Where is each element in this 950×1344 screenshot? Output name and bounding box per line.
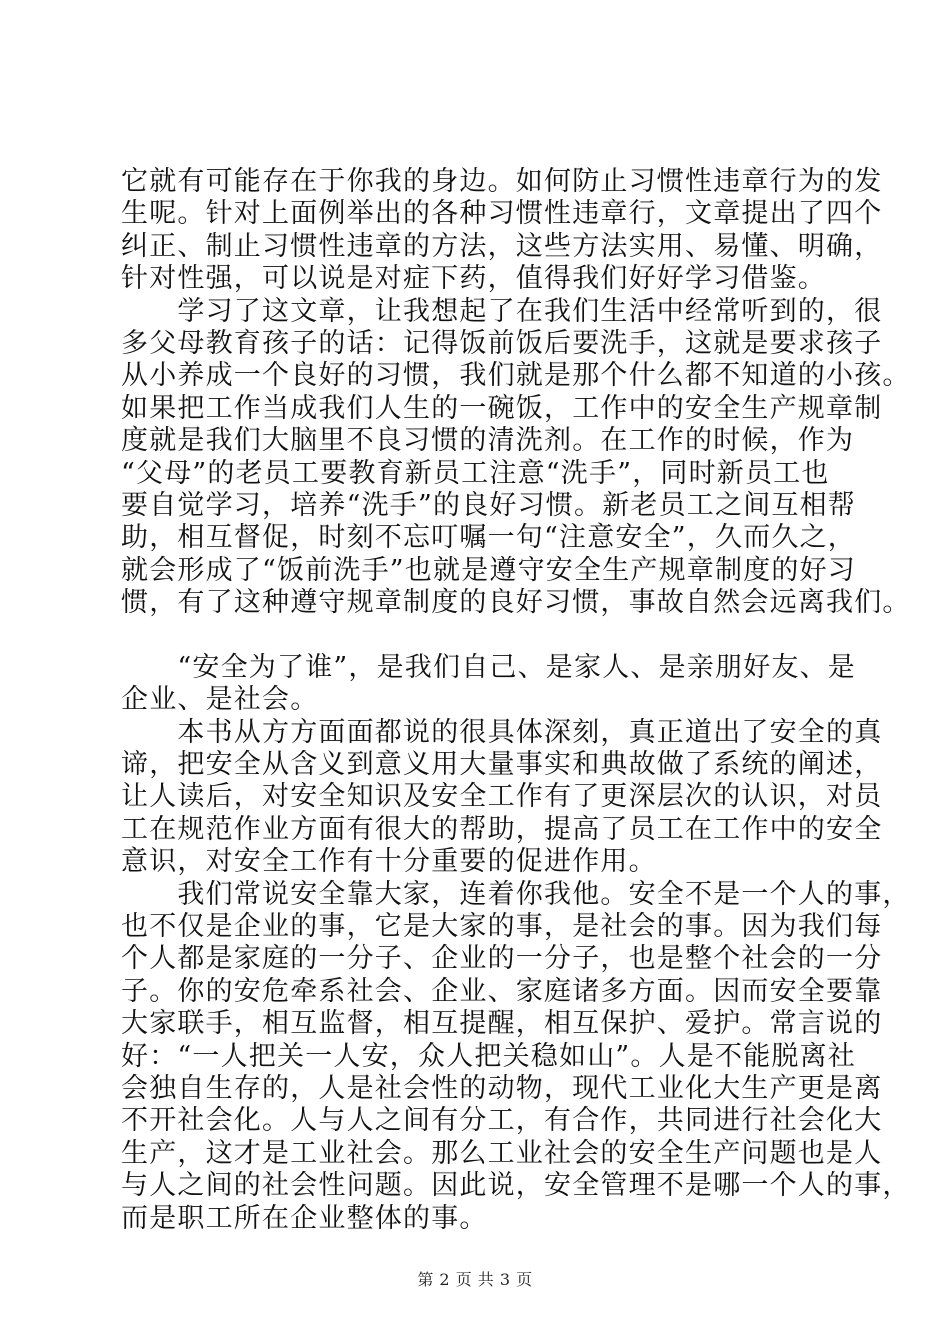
text-line: 也不仅是企业的事，它是大家的事，是社会的事。因为我们每 — [121, 910, 883, 942]
paragraph — [121, 166, 883, 296]
text-line: 生呢。针对上面例举出的各种习惯性违章行，文章提出了四个 — [121, 198, 883, 230]
text-line: 与人之间的社会性问题。因此说，安全管理不是哪一个人的事， — [121, 1170, 911, 1202]
page-footer: 第 2 页 共 3 页 — [417, 1270, 533, 1289]
text-line: 本书从方方面面都说的很具体深刻，真正道出了安全的真 — [121, 716, 883, 748]
text-line: 惯，有了这种遵守规章制度的良好习惯，事故自然会远离我们。 — [121, 587, 911, 619]
text-line: 个人都是家庭的一分子、企业的一分子，也是整个社会的一分 — [121, 943, 883, 975]
text-line: 谛，把安全从含义到意义用大量事实和典故做了系统的阐述， — [121, 748, 883, 780]
paragraph — [121, 878, 911, 1235]
text-line: 纠正、制止习惯性违章的方法，这些方法实用、易懂、明确， — [121, 230, 883, 262]
text-line: 子。你的安危牵系社会、企业、家庭诸多方面。因而安全要靠 — [121, 975, 883, 1007]
text-line: 学习了这文章，让我想起了在我们生活中经常听到的，很 — [121, 295, 883, 327]
text-line: 让人读后，对安全知识及安全工作有了更深层次的认识，对员 — [121, 781, 883, 813]
text-line: 不开社会化。人与人之间有分工，有合作，共同进行社会化大 — [121, 1105, 883, 1137]
text-line: 多父母教育孩子的话：记得饭前饭后要洗手，这就是要求孩子 — [121, 328, 883, 360]
text-line: 生产，这才是工业社会。那么工业社会的安全生产问题也是人 — [121, 1137, 883, 1169]
text-line: 针对性强，可以说是对症下药，值得我们好好学习借鉴。 — [121, 263, 826, 295]
paragraph — [121, 295, 911, 620]
text-line: “安全为了谁”，是我们自己、是家人、是亲朋好友、是 — [121, 651, 857, 683]
text-line: 要自觉学习，培养“洗手”的良好习惯。新老员工之间互相帮 — [121, 490, 857, 522]
text-line: 工在规范作业方面有很大的帮助，提高了员工在工作中的安全 — [121, 813, 883, 845]
text-line: 它就有可能存在于你我的身边。如何防止习惯性违章行为的发 — [121, 166, 883, 197]
text-line: 如果把工作当成我们人生的一碗饭，工作中的安全生产规章制 — [121, 392, 883, 424]
text-line: 企业、是社会。 — [121, 684, 319, 716]
text-line: 而是职工所在企业整体的事。 — [121, 1202, 488, 1234]
text-line: 助，相互督促，时刻不忘叮嘱一句“注意安全”，久而久之， — [121, 522, 857, 554]
text-line: 意识，对安全工作有十分重要的促进作用。 — [121, 846, 657, 878]
paragraph — [121, 716, 883, 879]
text-line: “父母”的老员工要教育新员工注意“洗手”，同时新员工也 — [121, 457, 830, 489]
document-body — [121, 166, 911, 1235]
paragraph — [121, 651, 857, 717]
text-line: 我们常说安全靠大家，连着你我他。安全不是一个人的事， — [121, 878, 911, 910]
text-line: 就会形成了“饭前洗手”也就是遵守安全生产规章制度的好习 — [121, 554, 857, 586]
text-line: 好：“一人把关一人安，众人把关稳如山”。人是不能脱离社 — [121, 1040, 857, 1072]
text-line: 从小养成一个良好的习惯，我们就是那个什么都不知道的小孩。 — [121, 360, 911, 392]
text-line: 会独自生存的，人是社会性的动物，现代工业化大生产更是离 — [121, 1072, 883, 1104]
text-line: 大家联手，相互监督，相互提醒，相互保护、爱护。常言说的 — [121, 1008, 883, 1040]
text-line: 度就是我们大脑里不良习惯的清洗剂。在工作的时候，作为 — [121, 425, 855, 457]
